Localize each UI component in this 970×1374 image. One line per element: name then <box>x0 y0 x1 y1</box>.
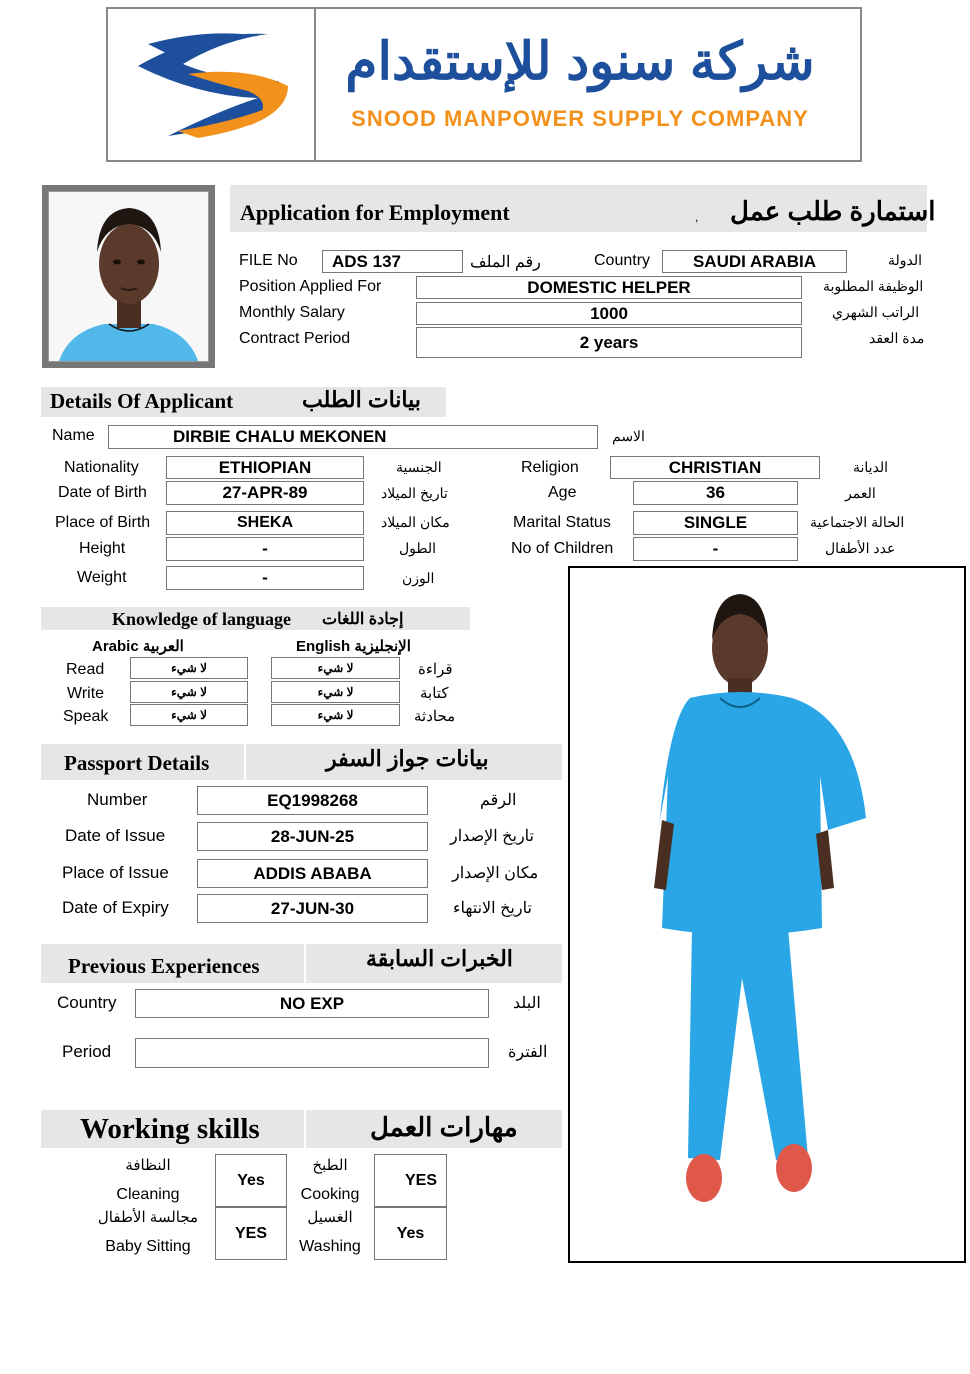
experience-band-divider <box>304 944 306 983</box>
children-value: - <box>633 537 798 561</box>
country-label: Country <box>594 252 651 269</box>
full-body-photo <box>568 566 966 1263</box>
company-logo <box>128 26 298 146</box>
age-label-ar: العمر <box>845 485 876 501</box>
write-label-ar: كتابة <box>420 685 449 702</box>
religion-label: Religion <box>521 459 579 476</box>
english-read-value: لا شيء <box>271 657 400 679</box>
dob-label: Date of Birth <box>58 484 147 501</box>
name-value: DIRBIE CHALU MEKONEN <box>108 425 598 449</box>
weight-label: Weight <box>77 569 127 586</box>
passport-number-label: Number <box>87 790 148 809</box>
applicant-title-en: Details Of Applicant <box>50 389 234 413</box>
language-title-ar: إجادة اللغات <box>322 611 404 628</box>
passport-band-divider <box>244 744 246 780</box>
issue-place-label: Place of Issue <box>62 863 169 882</box>
issue-date-label: Date of Issue <box>65 826 166 845</box>
age-label: Age <box>548 484 577 501</box>
height-value: - <box>166 537 364 561</box>
nationality-label: Nationality <box>64 459 139 476</box>
portrait-photo <box>48 191 209 362</box>
speak-label: Speak <box>63 708 109 725</box>
experience-country-label: Country <box>57 993 117 1012</box>
marital-label-ar: الحالة الاجتماعية <box>810 514 905 530</box>
write-label: Write <box>67 685 105 702</box>
pob-label-ar: مكان الميلاد <box>381 514 450 530</box>
nationality-value: ETHIOPIAN <box>166 456 364 479</box>
cooking-label-ar: الطبخ <box>312 1157 348 1174</box>
children-label-ar: عدد الأطفال <box>825 540 896 556</box>
read-label: Read <box>66 661 105 678</box>
application-title-en: Application for Employment <box>240 200 510 225</box>
position-value: DOMESTIC HELPER <box>416 276 802 299</box>
issue-place-value: ADDIS ABABA <box>197 859 428 888</box>
dob-value: 27-APR-89 <box>166 481 364 505</box>
application-title-ar: استمارة طلب عمل <box>730 196 936 226</box>
issue-date-label-ar: تاريخ الإصدار <box>450 828 535 845</box>
country-label-ar: الدولة <box>888 252 923 268</box>
contract-label: Contract Period <box>239 330 351 347</box>
experience-title-en: Previous Experiences <box>68 954 260 978</box>
babysitting-label: Baby Sitting <box>105 1238 191 1255</box>
salary-label-ar: الراتب الشهري <box>832 304 920 320</box>
company-name-english: SNOOD MANPOWER SUPPLY COMPANY <box>351 106 809 131</box>
dob-label-ar: تاريخ الميلاد <box>381 485 448 501</box>
babysitting-value: YES <box>215 1207 287 1260</box>
experience-country-label-ar: البلد <box>513 995 541 1012</box>
english-write-value: لا شيء <box>271 681 400 703</box>
cleaning-value: Yes <box>215 1154 287 1207</box>
experience-period-label-ar: الفترة <box>508 1044 548 1061</box>
passport-title-en: Passport Details <box>64 751 210 775</box>
issue-date-value: 28-JUN-25 <box>197 822 428 851</box>
expiry-label-ar: تاريخ الانتهاء <box>453 900 532 917</box>
language-title-en: Knowledge of language <box>112 609 292 629</box>
expiry-value: 27-JUN-30 <box>197 894 428 923</box>
file-no-label-ar: رقم الملف <box>470 254 541 271</box>
file-no-value: ADS 137 <box>322 250 463 273</box>
weight-label-ar: الوزن <box>402 570 435 586</box>
skills-title-en: Working skills <box>80 1113 260 1145</box>
religion-value: CHRISTIAN <box>610 456 820 479</box>
washing-label: Washing <box>299 1238 361 1255</box>
cleaning-label: Cleaning <box>116 1186 180 1203</box>
skills-band-divider <box>304 1110 306 1148</box>
position-label: Position Applied For <box>239 278 382 295</box>
application-title-mark: , <box>695 210 699 224</box>
name-label: Name <box>52 427 95 444</box>
nationality-label-ar: الجنسية <box>396 459 442 475</box>
washing-label-ar: الغسيل <box>307 1209 353 1226</box>
pob-value: SHEKA <box>166 511 364 535</box>
height-label: Height <box>79 540 126 557</box>
passport-number-value: EQ1998268 <box>197 786 428 815</box>
read-label-ar: قراءة <box>418 661 453 678</box>
height-label-ar: الطول <box>399 540 437 556</box>
company-name-arabic: شركة سنود للإستقدام <box>345 33 815 91</box>
position-label-ar: الوظيفة المطلوبة <box>823 278 924 294</box>
name-label-ar: الاسم <box>612 428 645 444</box>
pob-label: Place of Birth <box>55 514 151 531</box>
washing-value: Yes <box>374 1207 447 1260</box>
country-value: SAUDI ARABIA <box>662 250 847 273</box>
religion-label-ar: الديانة <box>853 459 889 475</box>
experience-country-value: NO EXP <box>135 989 489 1018</box>
weight-value: - <box>166 566 364 590</box>
age-value: 36 <box>633 481 798 505</box>
experience-period-value <box>135 1038 489 1068</box>
marital-value: SINGLE <box>633 511 798 535</box>
cooking-value: YES <box>374 1154 447 1207</box>
passport-title-ar: بيانات جواز السفر <box>326 746 489 771</box>
experience-period-label: Period <box>62 1042 112 1061</box>
arabic-speak-value: لا شيء <box>130 704 248 726</box>
english-header: English الإنجليزية <box>296 638 411 655</box>
salary-value: 1000 <box>416 302 802 325</box>
passport-number-label-ar: الرقم <box>480 792 517 809</box>
expiry-label: Date of Expiry <box>62 898 169 917</box>
marital-label: Marital Status <box>513 514 611 531</box>
file-no-label: FILE No <box>239 252 298 269</box>
salary-label: Monthly Salary <box>239 304 345 321</box>
contract-label-ar: مدة العقد <box>869 330 925 346</box>
applicant-title-ar: بيانات الطلب <box>302 387 421 412</box>
babysitting-label-ar: مجالسة الأطفال <box>97 1209 199 1226</box>
arabic-write-value: لا شيء <box>130 681 248 703</box>
english-speak-value: لا شيء <box>271 704 400 726</box>
children-label: No of Children <box>511 540 614 557</box>
cooking-label: Cooking <box>300 1186 360 1203</box>
experience-title-ar: الخبرات السابقة <box>366 946 513 971</box>
contract-value: 2 years <box>416 327 802 358</box>
speak-label-ar: محادثة <box>414 708 456 725</box>
skills-title-ar: مهارات العمل <box>370 1112 518 1142</box>
arabic-header: Arabic العربية <box>92 638 184 655</box>
header-divider <box>314 7 316 162</box>
issue-place-label-ar: مكان الإصدار <box>452 865 539 882</box>
arabic-read-value: لا شيء <box>130 657 248 679</box>
cleaning-label-ar: النظافة <box>125 1157 171 1174</box>
portrait-photo-frame <box>42 185 215 368</box>
